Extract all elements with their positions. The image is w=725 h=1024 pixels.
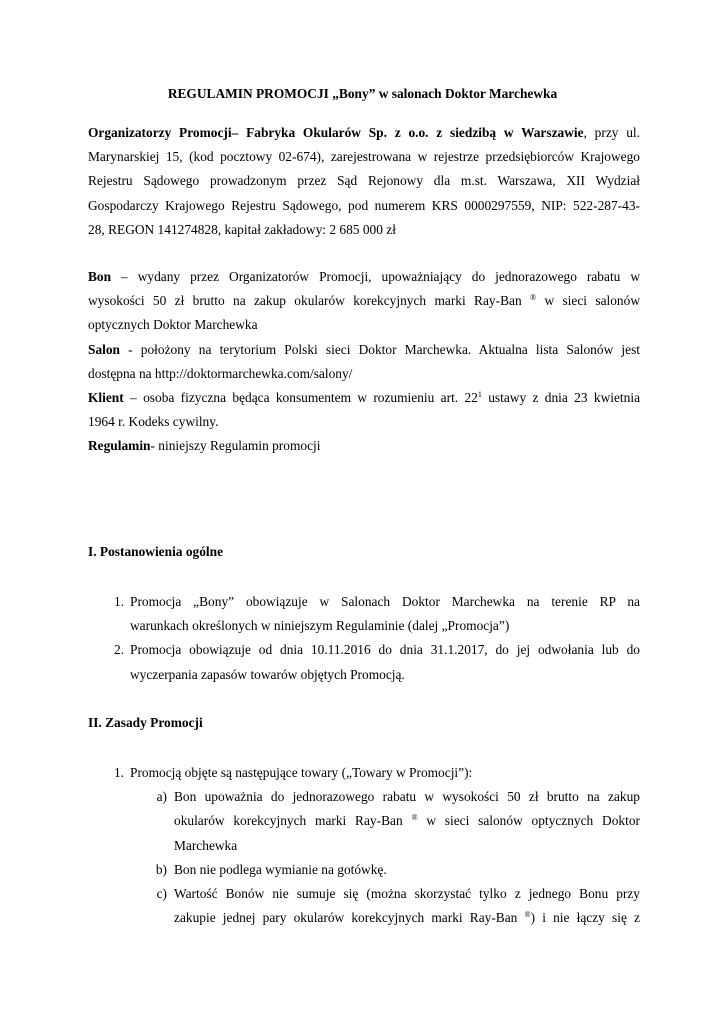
sub-item-text-2b: ) i nie łączy się z bbox=[530, 910, 640, 926]
definition-bon-line-2 bbox=[88, 289, 640, 313]
sub-item-c bbox=[88, 882, 640, 930]
footnote-mark: 1 bbox=[477, 389, 482, 399]
definition-salon-text: - położony na terytorium Polski sieci Doktor Marchewka. Aktualna lista Salonów jest bbox=[120, 341, 640, 357]
definition-bon-line-3: optycznych Doktor Marchewka bbox=[88, 317, 258, 333]
list-item-text: Promocją objęte są następujące towary („Towary w Promocji”): bbox=[130, 765, 473, 780]
organizers-line-2: Marynarskiej 15, (kod pocztowy 02-674), zarejestrowana w rejestrze przedsiębiorców Krajowego bbox=[88, 149, 640, 165]
list-item bbox=[88, 590, 640, 638]
sub-item-line-3: Marchewka bbox=[174, 837, 238, 853]
organizers-line-3: Rejestru Sądowego prowadzonym przez Sąd Rejonowy dla m.st. Warszawa, XII Wydział bbox=[88, 173, 640, 189]
registered-mark: ® bbox=[524, 910, 531, 920]
section-2-heading: II. Zasady Promocji bbox=[88, 715, 203, 730]
definition-klient-text-1b: ustawy z dnia 23 kwietnia bbox=[481, 389, 641, 405]
definition-regulamin-text: - niniejszy Regulamin promocji bbox=[150, 438, 321, 454]
organizers-line-5: 28, REGON 141274828, kapitał zakładowy: 2 685 000 zł bbox=[88, 221, 396, 237]
definition-klient-text-1a: – osoba fizyczna będąca konsumentem w rozumieniu art. 22 bbox=[123, 389, 478, 405]
sub-item-line-2 bbox=[174, 809, 640, 833]
definition-bon-text: – wydany przez Organizatorów Promocji, upoważniający do jednorazowego rabatu w bbox=[111, 269, 640, 284]
list-item bbox=[88, 761, 640, 785]
sub-item-text-2a: zakupie jednej pary okularów korekcyjnych marki Ray-Ban bbox=[174, 910, 525, 926]
list-item-number: 1. bbox=[113, 765, 124, 780]
term-bon: Bon bbox=[88, 269, 112, 284]
definition-bon-text-2a: wysokości 50 zł brutto na zakup okularów korekcyjnych marki Ray-Ban bbox=[88, 293, 531, 309]
sub-item-line-1: Wartość Bonów nie sumuje się (można skorzystać tylko z jednego Bonu przy bbox=[174, 885, 640, 901]
definition-bon-text-2b: w sieci salonów bbox=[536, 293, 640, 309]
section-1-heading: I. Postanowienia ogólne bbox=[88, 544, 224, 559]
list-item-number: 2. bbox=[113, 642, 124, 658]
organizers-paragraph bbox=[88, 121, 640, 242]
sub-item-label: a) bbox=[156, 789, 167, 805]
sub-item-text-2a: okularów korekcyjnych marki Ray-Ban bbox=[174, 813, 412, 829]
section-2-list bbox=[88, 761, 640, 930]
registered-mark: ® bbox=[530, 293, 537, 303]
organizers-address-start: , przy ul. bbox=[583, 125, 640, 140]
sub-item-label: c) bbox=[156, 885, 167, 901]
list-item-line-2: wyczerpania zapasów towarów objętych Promocją. bbox=[130, 666, 405, 682]
sub-item-text: Bon nie podlega wymianie na gotówkę. bbox=[174, 861, 387, 877]
section-1-list bbox=[88, 590, 640, 687]
organizers-line-4: Gospodarczy Krajowego Rejestru Sądowego, pod numerem KRS 0000297559, NIP: 522-287-43- bbox=[88, 197, 640, 213]
sub-item-b bbox=[88, 858, 640, 882]
definition-salon-line-1 bbox=[88, 338, 640, 362]
sub-item-label: b) bbox=[155, 861, 167, 877]
definition-klient-line-1 bbox=[88, 386, 640, 410]
organizers-line-1 bbox=[88, 121, 640, 145]
term-salon: Salon bbox=[88, 341, 121, 357]
list-item bbox=[88, 638, 640, 686]
sub-item-line-1: Bon upoważnia do jednorazowego rabatu w wysokości 50 zł brutto na zakup bbox=[174, 789, 640, 805]
list-item-line-1: Promocja obowiązuje od dnia 10.11.2016 do dnia 31.1.2017, do jej odwołania lub do bbox=[130, 642, 640, 658]
term-regulamin: Regulamin bbox=[88, 438, 151, 454]
registered-mark: ® bbox=[411, 813, 418, 823]
sub-item-a bbox=[88, 785, 640, 858]
list-item-line-2: warunkach określonych w niniejszym Regulaminie (dalej „Promocja”) bbox=[130, 618, 510, 634]
term-klient: Klient bbox=[88, 389, 124, 405]
definition-salon-line-2: dostępna na http://doktormarchewka.com/salony/ bbox=[88, 365, 353, 381]
definitions bbox=[88, 265, 640, 459]
definition-klient-line-2: 1964 r. Kodeks cywilny. bbox=[88, 414, 219, 430]
definition-regulamin bbox=[88, 434, 640, 458]
page-title: REGULAMIN PROMOCJI „Bony” w salonach Doktor Marchewka bbox=[167, 86, 558, 101]
list-item-line-1: Promocja „Bony” obowiązuje w Salonach Doktor Marchewka na terenie RP na bbox=[130, 594, 640, 609]
sub-item-text-2b: w sieci salonów optycznych Doktor bbox=[417, 813, 640, 829]
sub-item-line-2 bbox=[174, 906, 640, 930]
organizers-name: Organizatorzy Promocji– Fabryka Okularów Sp. z o.o. z siedzibą w Warszawie bbox=[88, 125, 584, 140]
definition-bon-line-1 bbox=[88, 265, 640, 289]
list-item-number: 1. bbox=[113, 594, 124, 609]
